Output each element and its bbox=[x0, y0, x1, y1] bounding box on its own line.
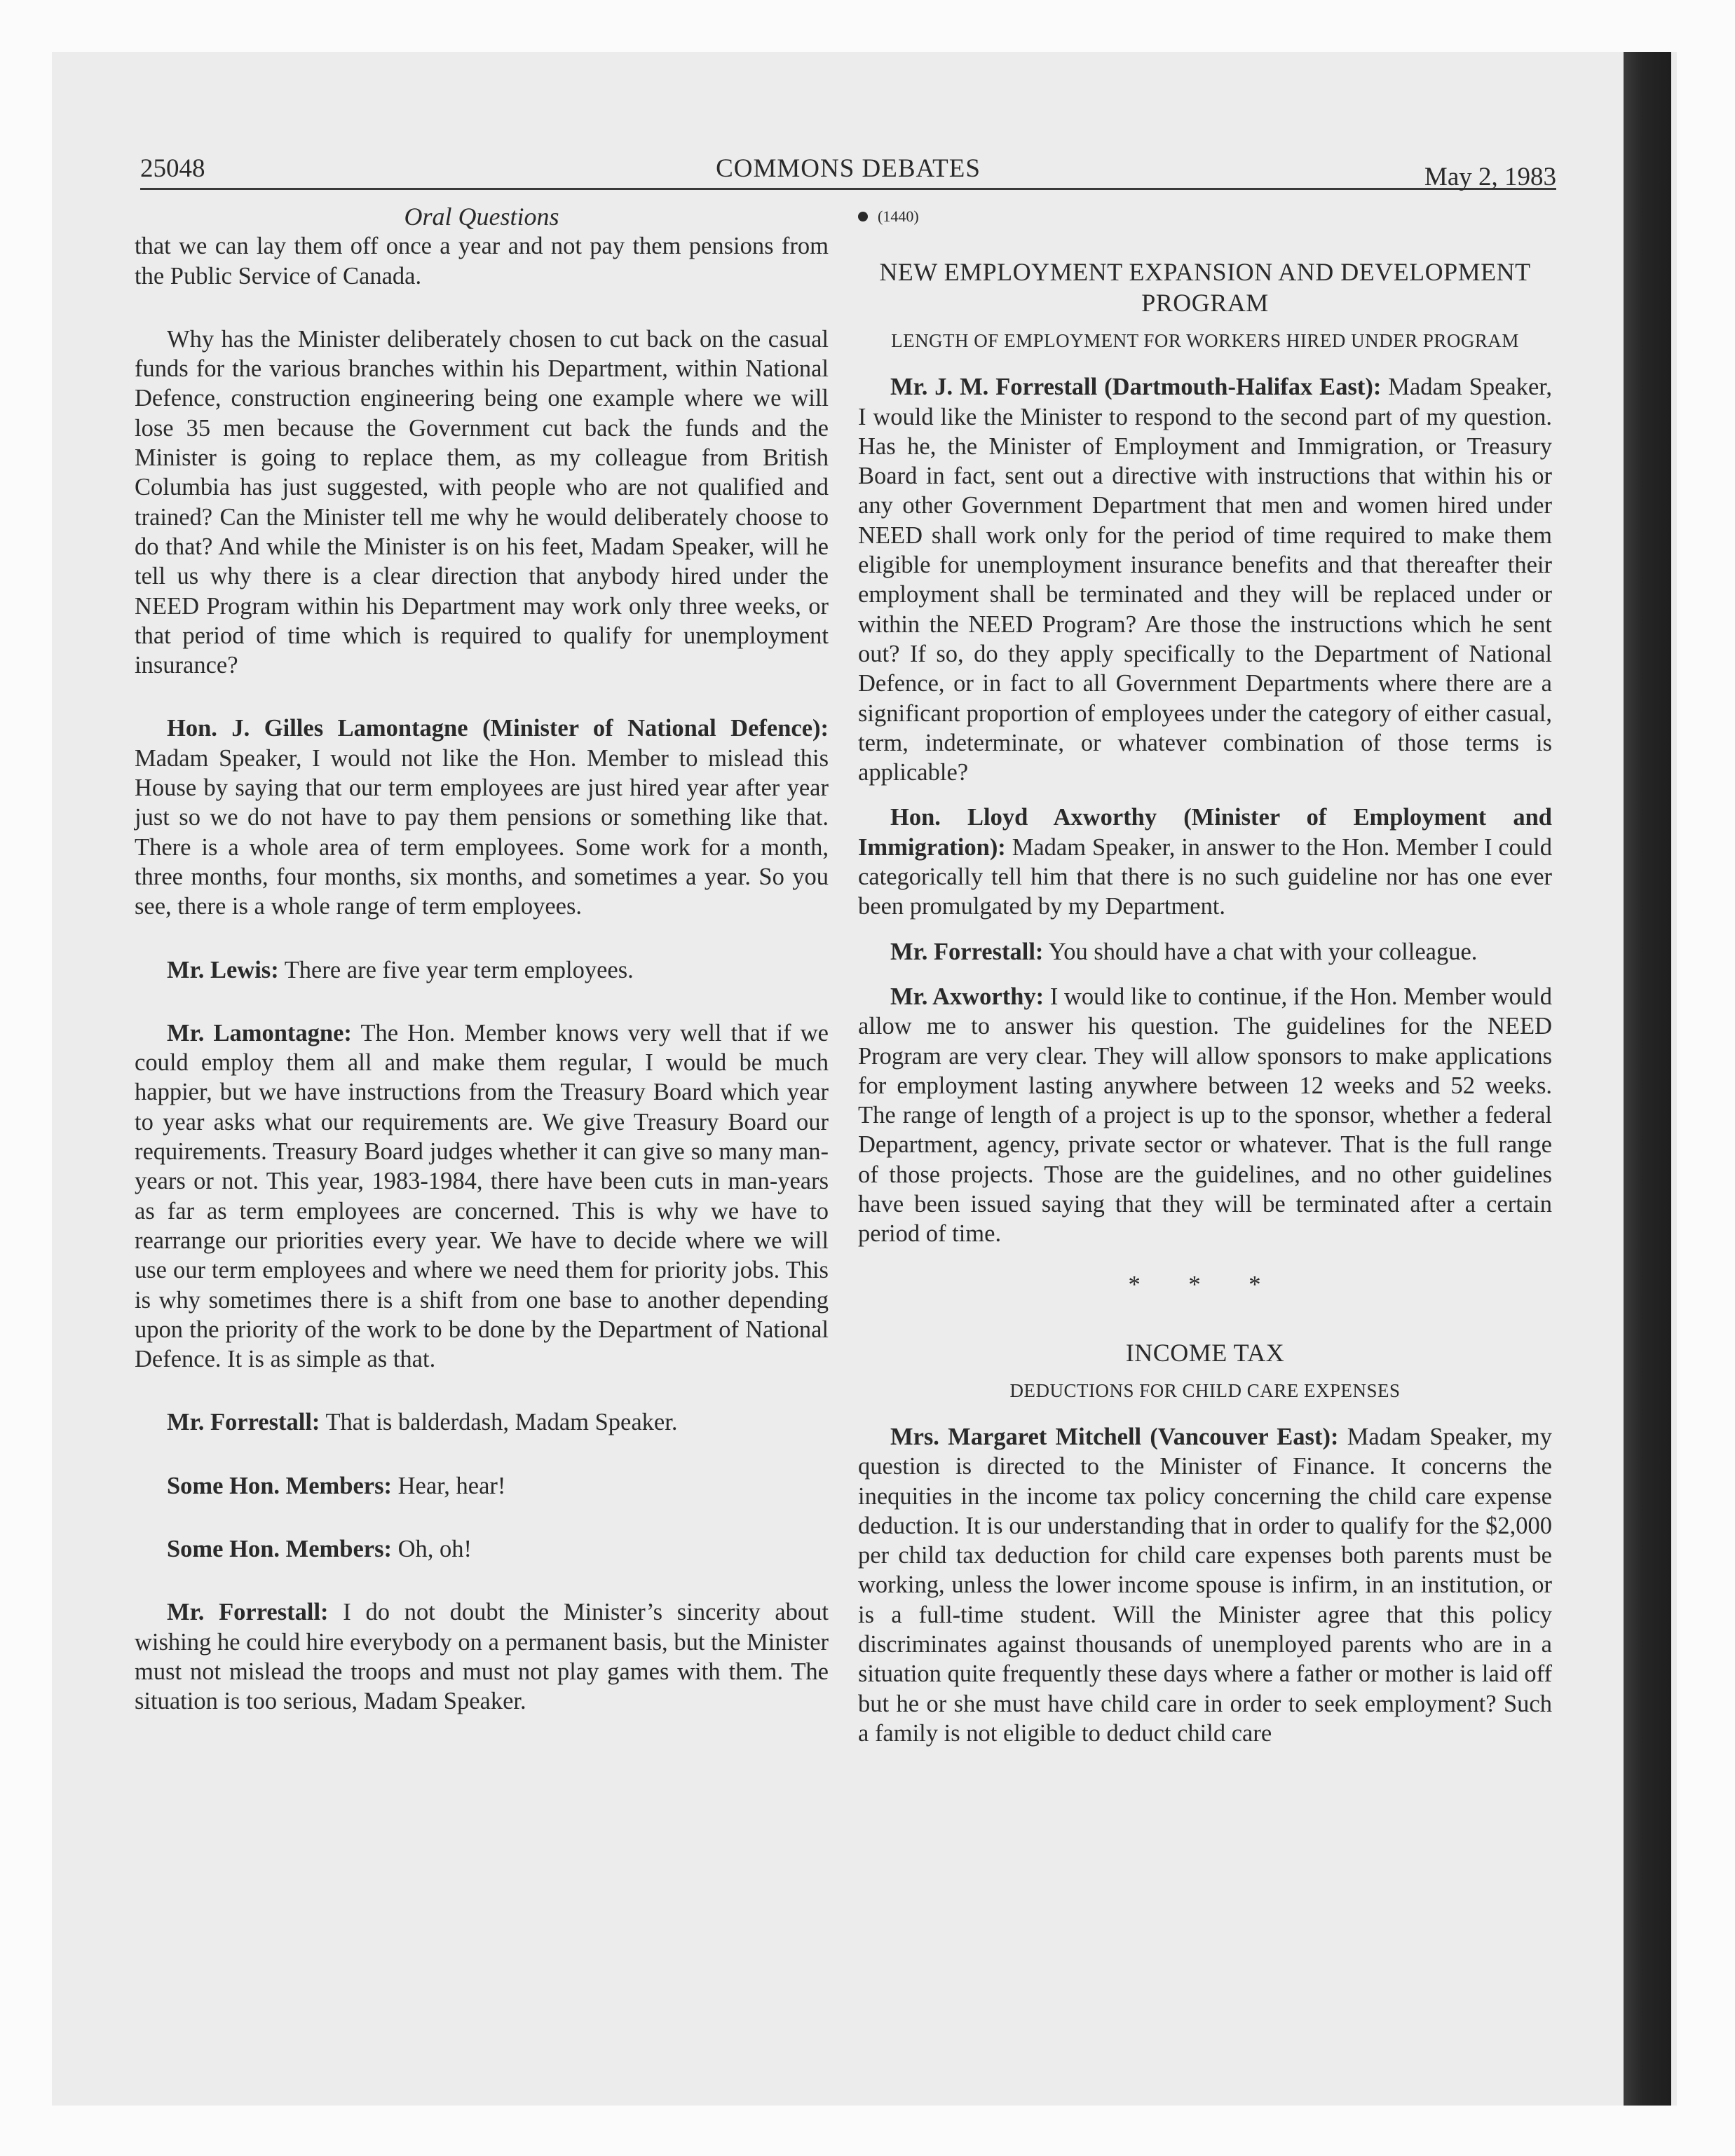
right-column bbox=[858, 202, 1552, 1748]
timestamp: (1440) bbox=[858, 202, 1552, 231]
speech bbox=[858, 982, 1552, 1249]
speech bbox=[858, 803, 1552, 921]
speech bbox=[135, 955, 829, 985]
binding-edge bbox=[1624, 52, 1671, 2106]
speaker-name: Mr. Forrestall: bbox=[167, 1409, 320, 1436]
speech-text: Hear, hear! bbox=[397, 1472, 506, 1499]
publication-title: COMMONS DEBATES bbox=[716, 154, 981, 183]
speaker-name: Some Hon. Members: bbox=[167, 1535, 392, 1562]
left-column bbox=[135, 202, 829, 1716]
publication-date: May 2, 1983 bbox=[1424, 163, 1556, 191]
speech-text: The Hon. Member knows very well that if we could employ them all and make them regular, I would be much happier, but we have instructions from the Treasury Board which year to year asks what our requirements are. We give Treasury Board our requirements. Treasury Board judges whether it can give so many man-years or not. This year, 1983-1984, there have been cuts in man-years as far as term employees are concerned. This is why we have to rearrange our priorities every year. We have to decide where we will use our term employees and where we need them for priority jobs. This is why sometimes there is a shift from one base to another depending upon the priority of the work to be done by the Department of National Defence. It is as simple as that. bbox=[135, 1019, 829, 1373]
speech bbox=[858, 372, 1552, 787]
section-separator: * * * bbox=[1128, 1271, 1282, 1298]
paragraph: that we can lay them off once a year and not pay them pensions from the Public Service of Canada. bbox=[135, 233, 829, 289]
speaker-name: Some Hon. Members: bbox=[167, 1472, 392, 1499]
speech-text: Madam Speaker, I would like the Minister to respond to the second part of my question. Has he, the Minister of Employment and Immigration, or Treasury Board in fact, sent out a directive with instructions that within his or any other Government Department that men and women hired under NEED shall work only for the period of time required to make them eligible for unemployment insurance benefits and that thereafter their employment shall be terminated and they will be replaced under or within the NEED Program? Are those the instructions which he sent out? If so, do they apply specifically to the Department of National Defence, or in fact to all Government Departments where there are a significant proportion of employees under the category of either casual, term, indeterminate, or whatever combination of those terms is applicable? bbox=[858, 374, 1552, 786]
section-subheading: DEDUCTIONS FOR CHILD CARE EXPENSES bbox=[1009, 1379, 1401, 1401]
speech-text: I would like to continue, if the Hon. Member would allow me to answer his question. The guidelines for the NEED Program are very clear. They will allow sponsors to make applications for employment lasting anywhere between 12 weeks and 52 weeks. The range of length of a project is up to the sponsor, whether a federal Department, agency, private sector or whatever. That is the full range of those projects. Those are the guidelines, and no other guidelines have been issued saying that they will be terminated after a certain period of time. bbox=[858, 983, 1552, 1248]
speech bbox=[135, 714, 829, 921]
bullet-dot-icon bbox=[858, 212, 868, 221]
speaker-name: Mr. Forrestall: bbox=[890, 938, 1044, 965]
speaker-name: Mr. Axworthy: bbox=[890, 983, 1045, 1010]
section-label: Oral Questions bbox=[404, 203, 559, 231]
speaker-name: Mrs. Margaret Mitchell (Vancouver East): bbox=[890, 1423, 1339, 1450]
speech-text: Oh, oh! bbox=[397, 1535, 472, 1562]
speech-text: You should have a chat with your colleague. bbox=[1048, 938, 1478, 965]
speaker-name: Mr. Lamontagne: bbox=[167, 1019, 352, 1046]
speech bbox=[858, 937, 1552, 967]
speech bbox=[135, 1018, 829, 1374]
speaker-name: Mr. Forrestall: bbox=[167, 1599, 329, 1626]
speech bbox=[135, 1407, 829, 1437]
section-subheading: LENGTH OF EMPLOYMENT FOR WORKERS HIRED UNDER PROGRAM bbox=[891, 330, 1519, 352]
speaker-name: Hon. J. Gilles Lamontagne (Minister of National Defence): bbox=[167, 715, 829, 742]
speech-text: There are five year term employees. bbox=[284, 956, 634, 983]
paragraph: Why has the Minister deliberately chosen to cut back on the casual funds for the various branches within his Department, within National Defence, construction engineering being one example where we will lose 35 men because the Government cut back the funds and the Minister is going to replace them, as my colleague from British Columbia has just suggested, with people who are not qualified and trained? Can the Minister tell me why he would deliberately choose to do that? And while the Minister is on his feet, Madam Speaker, will he tell us why there is a clear direction that anybody hired under the NEED Program within his Department may work only three weeks, or that period of time which is required to qualify for unemployment insurance? bbox=[135, 325, 829, 679]
speech-text: Madam Speaker, I would not like the Hon. Member to mislead this House by saying that our term employees are just hired year after year just so we do not have to pay them pensions or something like that. There is a whole area of term employees. Some work for a month, three months, four months, six months, and sometimes a year. So you see, there is a whole range of term employees. bbox=[135, 744, 829, 920]
page-header bbox=[140, 149, 1556, 190]
speaker-name: Mr. J. M. Forrestall (Dartmouth-Halifax East): bbox=[890, 374, 1382, 401]
section-heading: NEW EMPLOYMENT EXPANSION AND DEVELOPMENT PROGRAM bbox=[879, 258, 1531, 318]
section-heading: INCOME TAX bbox=[1125, 1338, 1285, 1367]
speech bbox=[135, 1471, 829, 1501]
speech bbox=[135, 1597, 829, 1716]
speech-text: Madam Speaker, my question is directed to the Minister of Finance. It concerns the inequities in the income tax policy concerning the child care expense deduction. It is our understanding that in order to qualify for the $2,000 per child tax deduction for child care expenses both parents must be working, unless the lower income spouse is infirm, in an institution, or is a full-time student. Will the Minister agree that this policy discriminates against thousands of unemployed parents who are in a situation quite frequently these days where a father or mother is laid off but he or she must have child care in order to seek employment? Such a family is not eligible to deduct child care bbox=[858, 1423, 1553, 1747]
speech-text: That is balderdash, Madam Speaker. bbox=[325, 1409, 678, 1436]
speech bbox=[135, 1534, 829, 1564]
speech-text: Madam Speaker, in answer to the Hon. Member I could categorically tell him that there is no such guideline nor has one ever been promulgated by my Department. bbox=[858, 833, 1552, 920]
speech bbox=[858, 1422, 1552, 1748]
page-number: 25048 bbox=[140, 154, 205, 183]
speaker-name: Mr. Lewis: bbox=[167, 956, 279, 983]
speech-text: I do not doubt the Minister’s sincerity about wishing he could hire everybody on a permanent basis, but the Minister must not mislead the troops and must not play games with them. The situation is too serious, Madam Speaker. bbox=[135, 1599, 829, 1715]
speaker-name: Hon. Lloyd Axworthy (Minister of Employment and Immigration): bbox=[858, 804, 1552, 861]
